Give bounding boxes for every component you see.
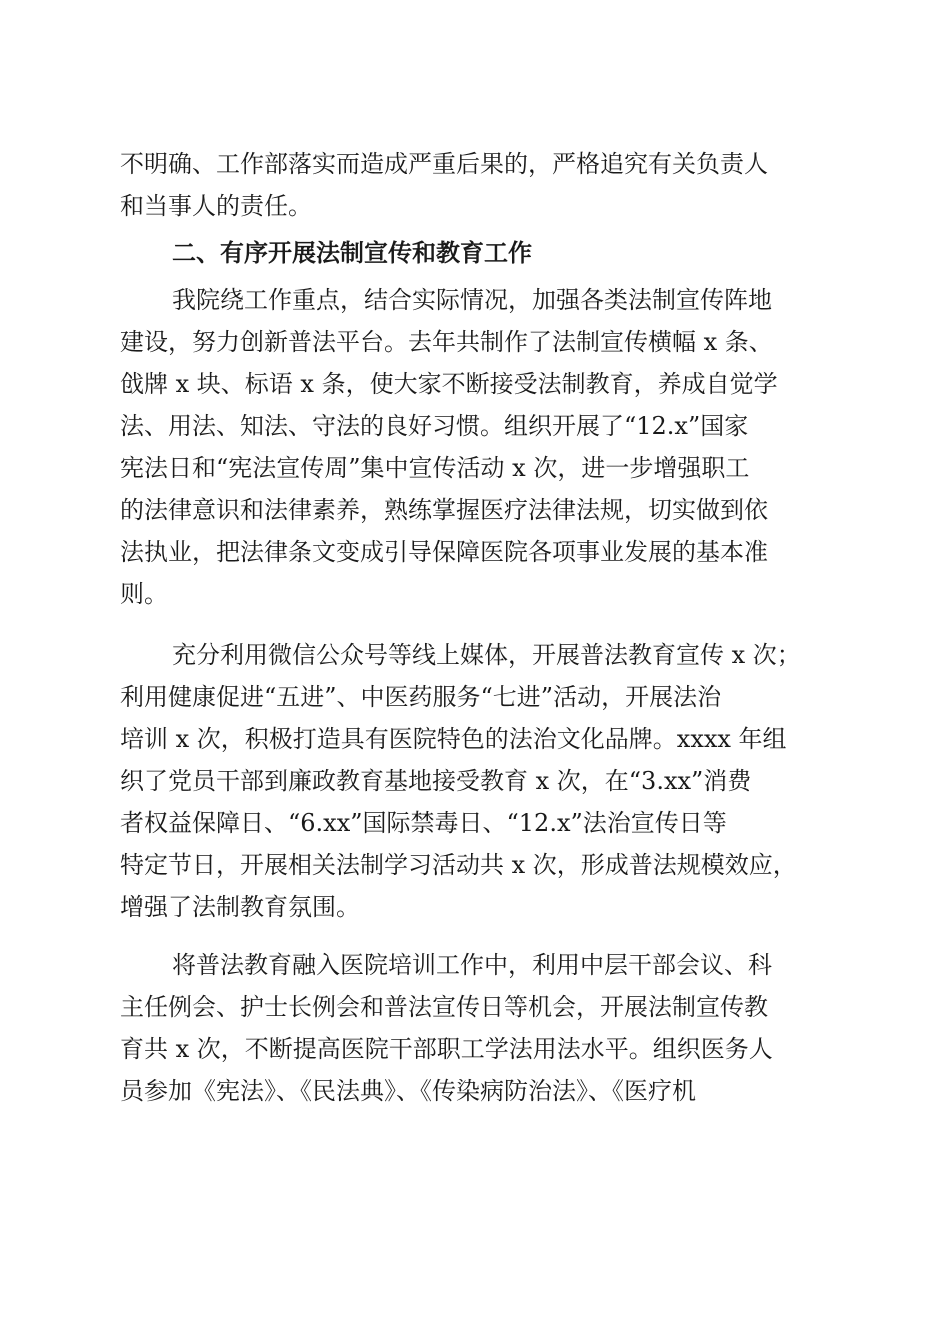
text-line: 宪法日和“宪法宣传周”集中宣传活动 x 次，进一步增强职工 [120, 454, 750, 482]
text-line: 培训 x 次，积极打造具有医院特色的法治文化品牌。xxxx 年组 [120, 725, 787, 753]
text-line: 特定节日，开展相关法制学习活动共 x 次，形成普法规模效应， [120, 851, 797, 879]
paragraph-3 [120, 944, 825, 1112]
text-line: 和当事人的责任。 [120, 192, 312, 220]
text-line: 我院绕工作重点，结合实际情况，加强各类法制宣传阵地 [172, 286, 772, 314]
text-line: 法执业，把法律条文变成引导保障医院各项事业发展的基本准 [120, 538, 768, 566]
text-line: 育共 x 次，不断提高医院干部职工学法用法水平。组织医务人 [120, 1035, 773, 1063]
paragraph-continuation [120, 143, 825, 227]
text-line: 建设，努力创新普法平台。去年共制作了法制宣传横幅 x 条、 [120, 328, 773, 356]
text-line: 利用健康促进“五进”、中医药服务“七进”活动，开展法治 [120, 683, 722, 711]
text-line: 充分利用微信公众号等线上媒体，开展普法教育宣传 x 次； [172, 641, 801, 669]
text-line: 戗牌 x 块、标语 x 条，使大家不断接受法制教育，养成自觉学 [120, 370, 778, 398]
text-line: 则。 [120, 580, 168, 608]
text-line: 的法律意识和法律素养，熟练掌握医疗法律法规，切实做到依 [120, 496, 768, 524]
text-line: 将普法教育融入医院培训工作中，利用中层干部会议、科 [172, 951, 772, 979]
section-heading [120, 232, 825, 274]
text-line: 主任例会、护士长例会和普法宣传日等机会，开展法制宣传教 [120, 993, 768, 1021]
text-line: 织了党员干部到廉政教育基地接受教育 x 次，在“3.xx”消费 [120, 767, 752, 795]
text-line: 法、用法、知法、守法的良好习惯。组织开展了“12.x”国家 [120, 412, 749, 440]
paragraph-2 [120, 634, 825, 928]
section-heading-text: 二、有序开展法制宣传和教育工作 [172, 239, 532, 267]
paragraph-1 [120, 279, 825, 615]
text-line: 不明确、工作部落实而造成严重后果的，严格追究有关负责人 [120, 150, 768, 178]
text-line: 者权益保障日、“6.xx”国际禁毒日、“12.x”法治宣传日等 [120, 809, 727, 837]
text-line: 员参加《宪法》、《民法典》、《传染病防治法》、《医疗机 [120, 1077, 696, 1105]
text-line: 增强了法制教育氛围。 [120, 893, 360, 921]
